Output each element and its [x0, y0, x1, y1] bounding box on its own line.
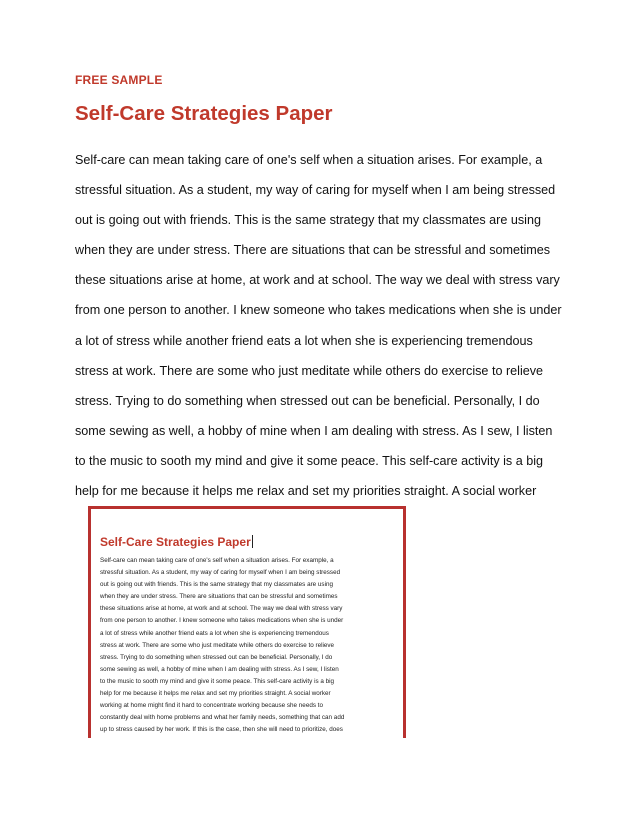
thumbnail-text-line: help for me because it helps me relax and set my priorities straight. A social worker [100, 690, 331, 698]
thumbnail-text-line: constantly deal with home problems and what her family needs, something that can add [100, 714, 345, 722]
thumbnail-text-line: up to stress caused by her work. If this is the case, then she will need to prioritize, does [100, 726, 343, 734]
thumbnail-text-line: from one person to another. I knew someone who takes medications when she is under [100, 617, 344, 625]
body-text-line: stressful situation. As a student, my way of caring for myself when I am being stressed [75, 183, 556, 198]
body-text-line: help for me because it helps me relax and set my priorities straight. A social worker [75, 484, 537, 499]
text-cursor [252, 535, 253, 548]
thumbnail-text-line: out is going out with friends. This is the same strategy that my classmates are using [100, 581, 333, 589]
thumbnail-body [100, 555, 400, 736]
body-text-line: some sewing as well, a hobby of mine when I am dealing with stress. As I sew, I listen [75, 423, 553, 438]
thumbnail-text-line: to the music to sooth my mind and give it some peace. This self-care activity is a big [100, 677, 335, 685]
body-text-line: stress. Trying to do something when stressed out can be beneficial. Personally, I do [75, 393, 540, 408]
thumbnail-text-line: some sewing as well, a hobby of mine when I am dealing with stress. As I sew, I listen [100, 665, 339, 673]
thumbnail-text-line: when they are under stress. There are situations that can be stressful and sometimes [100, 593, 338, 601]
thumbnail-text-line: a lot of stress while another friend eats a lot when she is experiencing tremendous [100, 629, 329, 637]
body-text-line: from one person to another. I knew someone who takes medications when she is under [75, 303, 562, 318]
thumbnail-text-line: working at home might find it hard to concentrate working because she needs to [100, 702, 323, 710]
thumbnail-text-line: stress at work. There are some who just meditate while others do exercise to relieve [100, 641, 335, 649]
body-text-line: out is going out with friends. This is the same strategy that my classmates are using [75, 213, 541, 228]
body-text-line: Self-care can mean taking care of one's self when a situation arises. For example, a [75, 153, 543, 167]
thumbnail-text-line: stress. Trying to do something when stressed out can be beneficial. Personally, I do [100, 653, 333, 661]
free-sample-label: FREE SAMPLE [75, 73, 163, 87]
thumbnail-text-line: these situations arise at home, at work and at school. The way we deal with stress vary [100, 605, 343, 613]
body-text-line: when they are under stress. There are situations that can be stressful and sometimes [75, 243, 551, 258]
body-text-line: to the music to sooth my mind and give it some peace. This self-care activity is a big [75, 453, 544, 468]
document-body [75, 145, 575, 506]
document-thumbnail [88, 506, 406, 738]
body-text-line: a lot of stress while another friend eats a lot when she is experiencing tremendous [75, 333, 533, 348]
document-title: Self-Care Strategies Paper [75, 102, 333, 125]
thumbnail-text-line: stressful situation. As a student, my way of caring for myself when I am being stressed [100, 569, 341, 577]
thumbnail-title: Self-Care Strategies Paper [100, 535, 251, 549]
body-text-line: these situations arise at home, at work and at school. The way we deal with stress vary [75, 273, 560, 288]
thumbnail-text-line: Self-care can mean taking care of one's self when a situation arises. For example, a [100, 557, 334, 564]
body-text-line: stress at work. There are some who just meditate while others do exercise to relieve [75, 363, 544, 378]
